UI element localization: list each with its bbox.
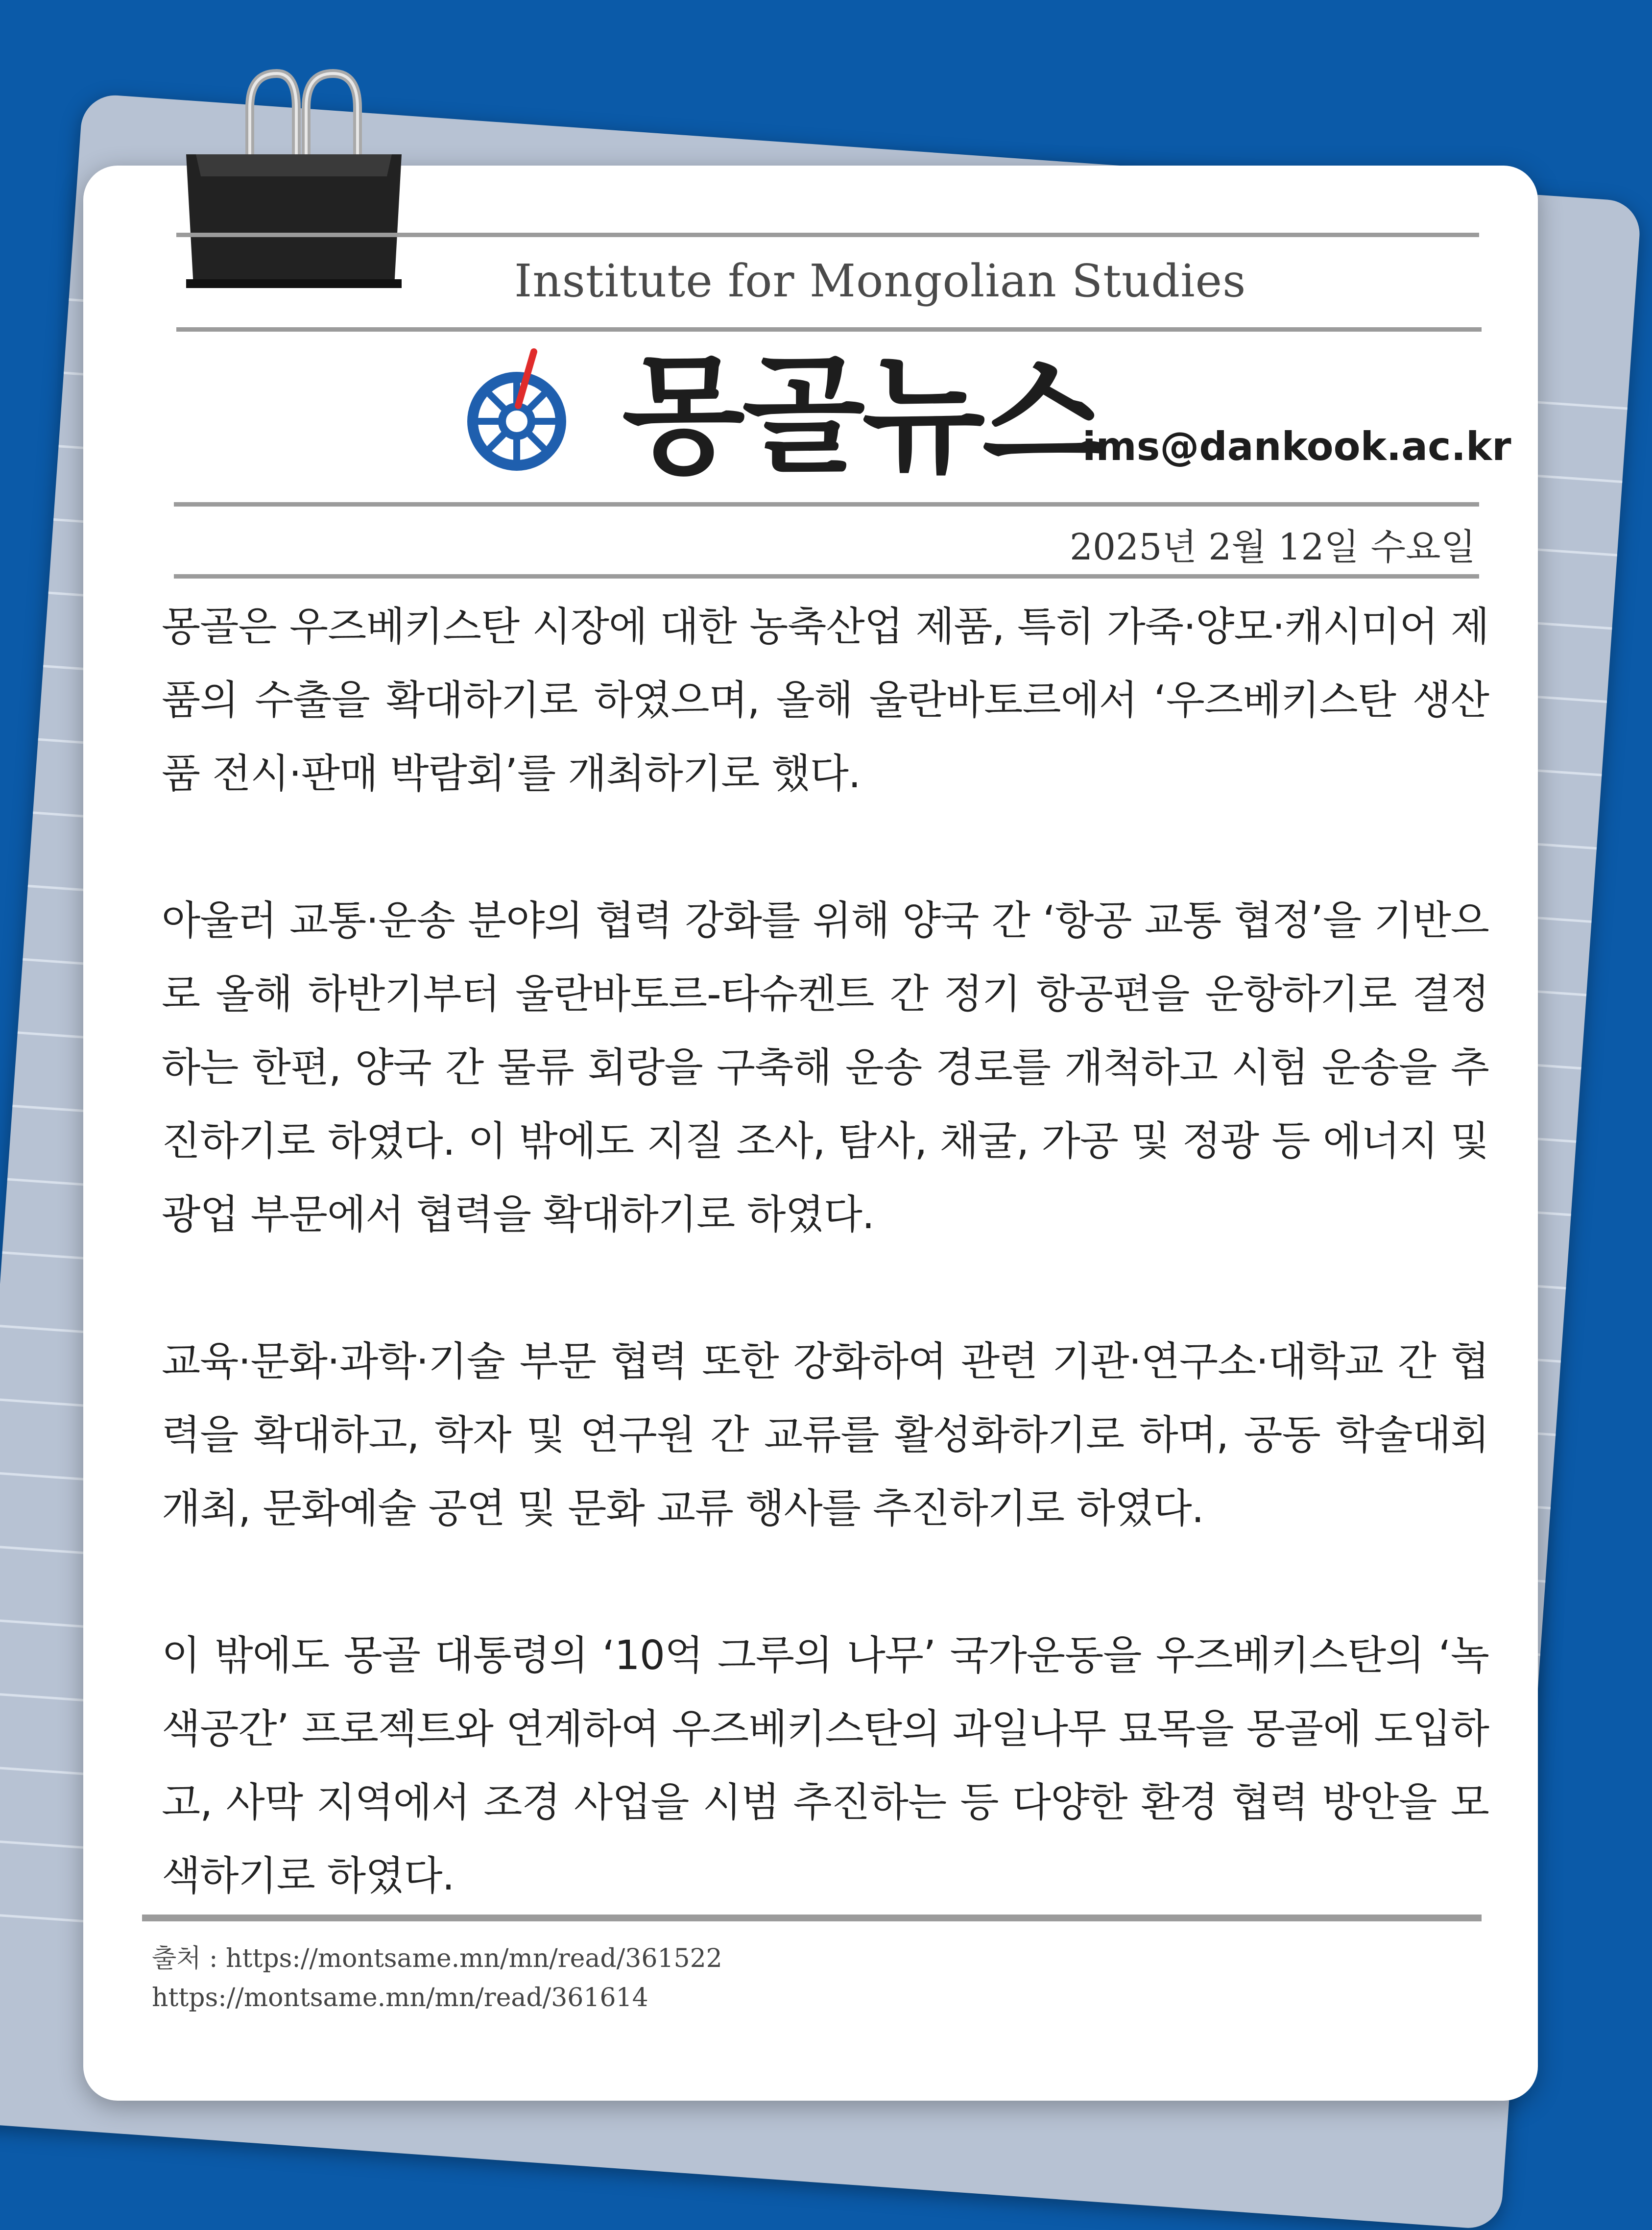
header-rule-1 [176,327,1482,332]
institute-name: Institute for Mongolian Studies [514,255,1246,307]
footer-rule [142,1915,1482,1921]
paragraph-3: 교육·문화·과학·기술 부문 협력 또한 강화하여 관련 기관·연구소·대학교 간 협력을 확대하고, 학자 및 연구원 간 교류를 활성화하기로 하며, 공동 학술대회 개최, 문화예술 공연 및 문화 교류 행사를 추진하기로 하였다. [162,1338,1489,1532]
publish-date: 2025년 2월 12일 수요일 [1069,526,1476,568]
header-rule-2 [174,502,1479,507]
binder-clip-icon [176,64,411,294]
paragraph-1: 몽골은 우즈베키스탄 시장에 대한 농축산업 제품, 특히 가죽·양모·캐시미어 제품의 수출을 확대하기로 하였으며, 올해 울란바토르에서 ‘우즈베키스탄 생산품 전시·판매 박람회’를 개최하기로 했다. [162,604,1489,797]
article-body [162,590,1489,1913]
paragraph-4: 이 밖에도 몽골 대통령의 ‘10억 그루의 나무’ 국가운동을 우즈베키스탄의 ‘녹색공간’ 프로젝트와 연계하여 우즈베키스탄의 과일나무 묘목을 몽골에 도입하고, 사막 지역에서 조경 사업을 시범 추진하는 등 다양한 환경 협력 방안을 모색하기로 하였다. [162,1632,1489,1899]
page-title: 몽골뉴스 [622,342,1102,490]
source-link-2[interactable]: https://montsame.mn/mn/read/361614 [152,1983,648,2012]
source-block [152,1939,722,2017]
paragraph-2: 아울러 교통·운송 분야의 협력 강화를 위해 양국 간 ‘항공 교통 협정’을 기반으로 올해 하반기부터 울란바토르-타슈켄트 간 정기 항공편을 운항하기로 결정하는 한편, 양국 간 물류 회랑을 구축해 운송 경로를 개척하고 시험 운송을 추진하기로 하였다. 이 밖에도 지질 조사, 탐사, 채굴, 가공 및 정광 등 에너지 및 광업 부문에서 협력을 확대하기로 하였다. [162,897,1489,1238]
header-rule-3 [174,574,1479,579]
source-link-1[interactable]: 출처 : https://montsame.mn/mn/read/361522 [152,1944,722,1973]
top-rule [176,233,1479,237]
wheel-logo-icon [455,348,583,475]
contact-email: ims@dankook.ac.kr [1082,424,1511,469]
